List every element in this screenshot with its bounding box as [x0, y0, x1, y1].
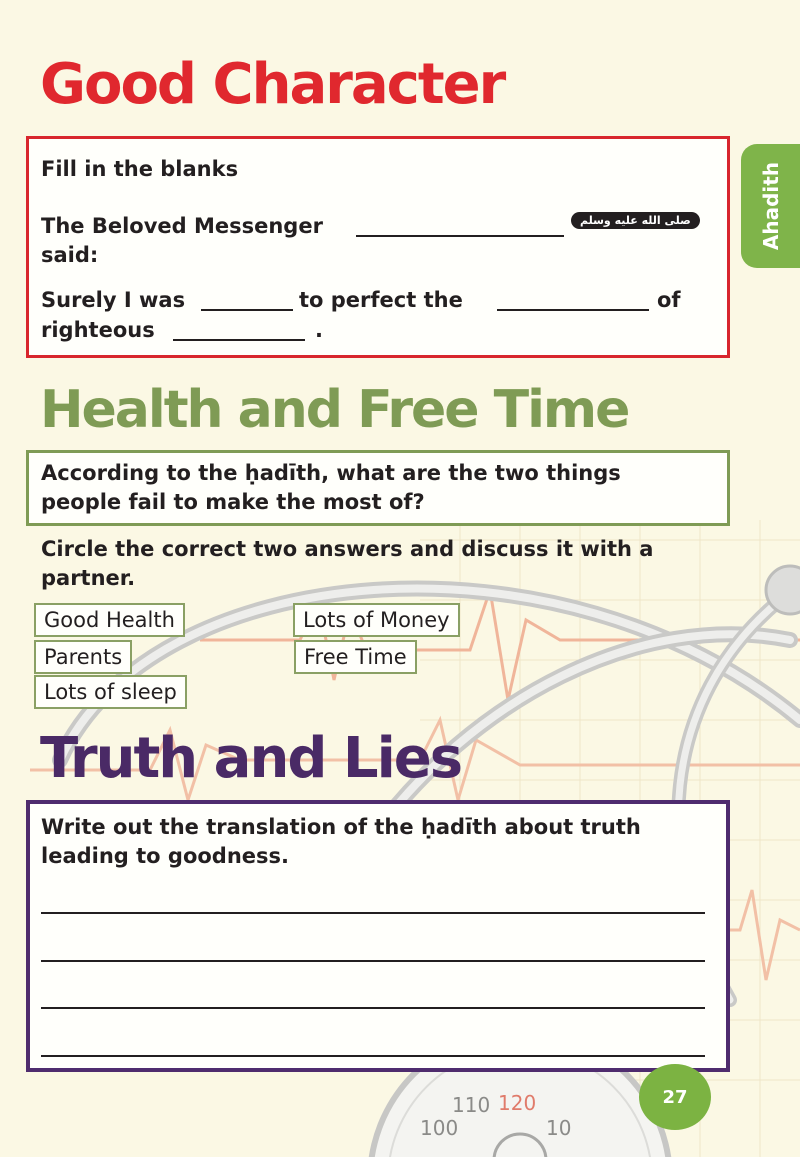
truth-instruction-line2: leading to goodness.: [41, 844, 290, 868]
blank-sent[interactable]: [201, 309, 293, 311]
sentence-part-3: of: [657, 288, 681, 312]
dial-number: 10: [546, 1116, 572, 1140]
blank-best[interactable]: [497, 309, 649, 311]
dial-number: 100: [420, 1116, 459, 1140]
blank-messenger-name[interactable]: [356, 235, 564, 237]
ahadith-side-tab: [741, 144, 800, 268]
sentence-end: .: [315, 318, 323, 342]
truth-and-lies-title: Truth and Lies: [40, 726, 462, 791]
health-free-time-title: Health and Free Time: [40, 380, 629, 440]
option-parents[interactable]: Parents: [34, 640, 132, 674]
writing-line-3[interactable]: [41, 1007, 705, 1009]
blank-character[interactable]: [173, 339, 305, 341]
health-question-line1: According to the ḥadīth, what are the two things: [41, 461, 621, 485]
messenger-line-suffix: said:: [41, 243, 99, 267]
option-free-time[interactable]: Free Time: [294, 640, 417, 674]
sentence-part-4: righteous: [41, 318, 155, 342]
page-number-badge: 27: [639, 1064, 711, 1130]
writing-line-1[interactable]: [41, 912, 705, 914]
option-good-health[interactable]: Good Health: [34, 603, 185, 637]
dial-number: 110: [452, 1093, 491, 1117]
option-lots-of-money[interactable]: Lots of Money: [293, 603, 460, 637]
messenger-line-prefix: The Beloved Messenger: [41, 214, 323, 238]
truth-instruction-line1: Write out the translation of the ḥadīth about truth: [41, 815, 641, 839]
fill-in-blanks-box: [26, 136, 730, 358]
writing-line-4[interactable]: [41, 1055, 705, 1057]
health-question-box: [26, 450, 730, 526]
circle-instruction-line2: partner.: [41, 566, 136, 590]
health-question-line2: people fail to make the most of?: [41, 490, 425, 514]
writing-line-2[interactable]: [41, 960, 705, 962]
salutation-badge: صلى الله عليه وسلم: [571, 212, 700, 229]
sentence-part-2: to perfect the: [299, 288, 463, 312]
side-tab-label: Ahadith: [759, 161, 783, 251]
fill-blanks-instruction: Fill in the blanks: [41, 157, 239, 181]
sentence-part-1: Surely I was: [41, 288, 186, 312]
good-character-title: Good Character: [40, 52, 505, 117]
circle-instruction-line1: Circle the correct two answers and discuss it with a: [41, 537, 654, 561]
option-lots-of-sleep[interactable]: Lots of sleep: [34, 675, 187, 709]
dial-number: 120: [498, 1091, 537, 1115]
